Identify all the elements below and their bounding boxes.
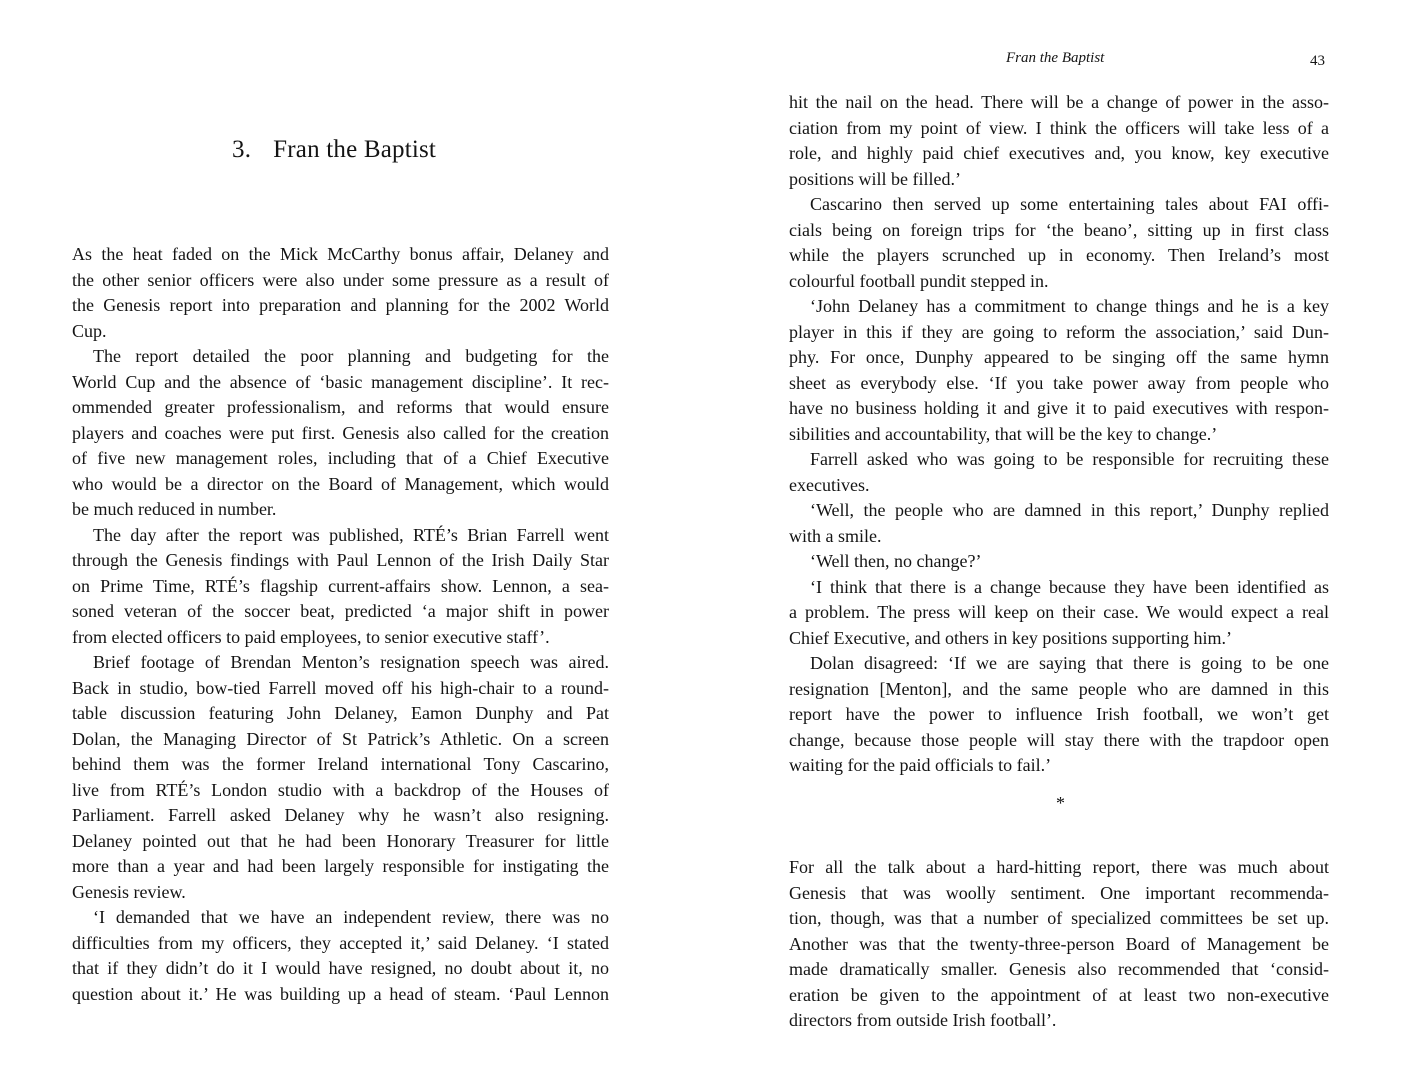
text-line: made dramatically smaller. Genesis also recommended that ‘consid-	[789, 959, 1329, 979]
text-line: cials being on foreign trips for ‘the beano’, sitting up in first class	[789, 219, 1329, 240]
text-line: that if they didn’t do it I would have resigned, no doubt about it, no	[72, 958, 609, 978]
text-line: World Cup and the absence of ‘basic management discipline’. It rec-	[72, 371, 609, 392]
text-line: Back in studio, bow-tied Farrell moved off his high-chair to a round-	[72, 677, 609, 698]
text-line: directors from outside Irish football’.	[789, 1010, 1057, 1030]
chapter-heading	[232, 136, 436, 164]
paragraph	[789, 575, 1329, 652]
text-line: be much reduced in number.	[72, 499, 277, 519]
text-line: while the players scrunched up in economy. Then Ireland’s most	[789, 245, 1329, 265]
text-line: Cup.	[72, 320, 107, 341]
text-line: ‘John Delaney has a commitment to change things and he is a key	[810, 296, 1329, 316]
text-line: Cascarino then served up some entertaining tales about FAI offi-	[810, 194, 1329, 214]
text-line: resignation [Menton], and the same people who are damned in this	[789, 678, 1329, 699]
text-line: colourful football pundit stepped in.	[789, 270, 1049, 291]
text-line: ‘Well then, no change?’	[810, 551, 982, 571]
text-line: eration be given to the appointment of at least two non-executive	[789, 984, 1329, 1005]
text-line: change, because those people will stay there with the trapdoor open	[789, 729, 1329, 750]
text-line: table discussion featuring John Delaney, Eamon Dunphy and Pat	[72, 703, 609, 723]
text-line: through the Genesis findings with Paul Lennon of the Irish Daily Star	[72, 550, 609, 570]
text-line: Genesis that was woolly sentiment. One important recommenda-	[789, 882, 1329, 903]
text-line: with a smile.	[789, 525, 882, 546]
text-line: ‘I demanded that we have an independent review, there was no	[93, 907, 609, 927]
right-page	[700, 0, 1401, 1080]
text-line: more than a year and had been largely responsible for instigating the	[72, 856, 609, 876]
text-line: player in this if they are going to reform the association,’ said Dun-	[789, 321, 1329, 342]
page-number: 43	[1310, 53, 1325, 69]
paragraph	[789, 294, 1329, 447]
text-line: Another was that the twenty-three-person Board of Management be	[789, 933, 1329, 954]
paragraph	[789, 651, 1329, 779]
text-line: ciation from my point of view. I think the officers will take less of a	[789, 117, 1329, 138]
text-line: sibilities and accountability, that will be the key to change.’	[789, 423, 1218, 444]
text-line: from elected officers to paid employees, to senior executive staff’.	[72, 626, 550, 647]
section-gap	[789, 830, 1329, 856]
text-line: report have the power to influence Irish football, we won’t get	[789, 704, 1329, 724]
text-line: players and coaches were put first. Genesis also called for the creation	[72, 422, 609, 443]
text-line: who would be a director on the Board of Management, which would	[72, 473, 609, 494]
text-line: hit the nail on the head. There will be a change of power in the asso-	[789, 92, 1329, 112]
text-line: a problem. The press will keep on their case. We would expect a real	[789, 602, 1329, 622]
section-break-star: *	[1056, 793, 1065, 813]
text-line: question about it.’ He was building up a head of steam. ‘Paul Lennon	[72, 983, 609, 1004]
text-line: role, and highly paid chief executives and, you know, key executive	[789, 143, 1329, 163]
text-line: Dolan disagreed: ‘If we are saying that there is going to be one	[810, 653, 1329, 673]
text-line: ommended greater professionalism, and reforms that would ensure	[72, 397, 609, 417]
text-line: soned veteran of the soccer beat, predicted ‘a major shift in power	[72, 601, 609, 621]
text-line: Farrell asked who was going to be responsible for recruiting these	[810, 449, 1329, 469]
right-page-body	[789, 90, 1329, 1034]
text-line: waiting for the paid officials to fail.’	[789, 755, 1052, 775]
text-line: The report detailed the poor planning and budgeting for the	[93, 346, 609, 366]
text-line: the other senior officers were also under some pressure as a result of	[72, 269, 609, 290]
paragraph	[789, 90, 1329, 192]
chapter-number: 3.	[232, 136, 252, 163]
paragraph	[72, 905, 609, 1007]
text-line: phy. For once, Dunphy appeared to be singing off the same hymn	[789, 347, 1329, 367]
text-line: Delaney pointed out that he had been Honorary Treasurer for little	[72, 830, 609, 851]
text-line: As the heat faded on the Mick McCarthy bonus affair, Delaney and	[72, 244, 609, 264]
text-line: of five new management roles, including that of a Chief Executive	[72, 448, 609, 468]
paragraph	[789, 447, 1329, 498]
text-line: Dolan, the Managing Director of St Patrick’s Athletic. On a screen	[72, 728, 609, 749]
text-line: Brief footage of Brendan Menton’s resignation speech was aired.	[93, 652, 609, 672]
paragraph	[72, 344, 609, 523]
chapter-title: Fran the Baptist	[273, 136, 437, 163]
text-line: executives.	[789, 474, 870, 495]
paragraph	[789, 498, 1329, 549]
text-line: on Prime Time, RTÉ’s flagship current-affairs show. Lennon, a sea-	[72, 575, 609, 596]
text-line: the Genesis report into preparation and planning for the 2002 World	[72, 295, 609, 315]
text-line: For all the talk about a hard-hitting report, there was much about	[789, 857, 1329, 877]
paragraph	[789, 855, 1329, 1034]
left-page-body	[72, 242, 609, 1007]
text-line: sheet as everybody else. ‘If you take power away from people who	[789, 372, 1329, 393]
text-line: The day after the report was published, RTÉ’s Brian Farrell went	[93, 524, 609, 545]
left-page	[0, 0, 700, 1080]
text-line: tion, though, was that a number of specialized committees be set up.	[789, 908, 1329, 928]
text-line: Parliament. Farrell asked Delaney why he wasn’t also resigning.	[72, 805, 609, 825]
text-line: Chief Executive, and others in key positions supporting him.’	[789, 627, 1232, 648]
running-head: Fran the Baptist	[1006, 50, 1105, 66]
paragraph	[72, 650, 609, 905]
text-line: live from RTÉ’s London studio with a backdrop of the Houses of	[72, 779, 609, 800]
paragraph	[789, 549, 1329, 575]
paragraph	[789, 192, 1329, 294]
text-line: Genesis review.	[72, 881, 186, 902]
text-line: ‘I think that there is a change because they have been identified as	[810, 576, 1329, 597]
text-line: ‘Well, the people who are damned in this report,’ Dunphy replied	[810, 500, 1329, 520]
text-line: difficulties from my officers, they accepted it,’ said Delaney. ‘I stated	[72, 932, 609, 953]
paragraph	[72, 523, 609, 651]
text-line: have no business holding it and give it to paid executives with respon-	[789, 398, 1329, 418]
paragraph	[72, 242, 609, 344]
text-line: behind them was the former Ireland international Tony Cascarino,	[72, 754, 609, 774]
text-line: positions will be filled.’	[789, 168, 961, 189]
